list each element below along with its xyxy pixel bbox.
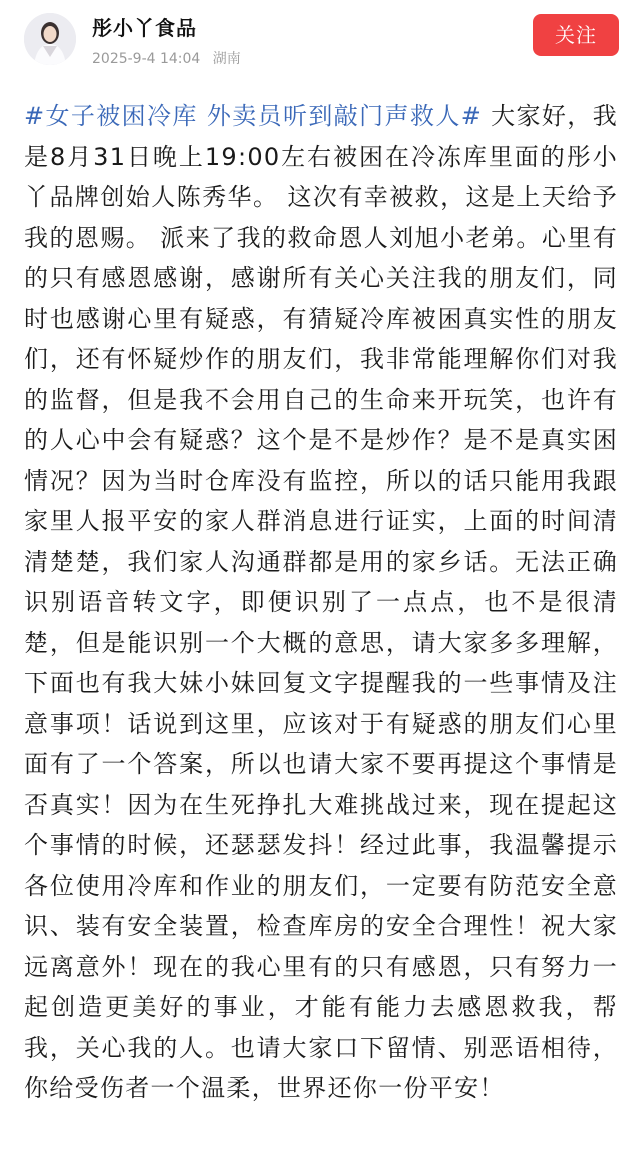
post-header [0, 0, 640, 90]
post-body [24, 96, 618, 1109]
avatar-image [24, 13, 76, 65]
post-text: 大家好，我是8月31日晚上19:00左右被困在冷冻库里面的彤小丫品牌创始人陈秀华。 这次有幸被救，这是上天给予我的恩赐。 派来了我的救命恩人刘旭小老弟。心里有的只有感恩感谢，感谢所有关心关注我的朋友们，同时也感谢心里有疑惑，有猜疑冷库被困真实性的朋友们，还有怀疑炒作的朋友们，我非常能理解你们对我的监督，但是我不会用自己的生命来开玩笑，也许有的人心中会有疑惑？这个是不是炒作？是不是真实困情况？因为当时仓库没有监控，所以的话只能用我跟家里人报平安的家人群消息进行证实，上面的时间清清楚楚，我们家人沟通群都是用的家乡话。无法正确识别语音转文字，即便识别了一点点，也不是很清楚，但是能识别一个大概的意思，请大家多多理解，下面也有我大妹小妹回复文字提醒我的一些事情及注意事项！话说到这里，应该对于有疑惑的朋友们心里面有了一个答案，所以也请大家不要再提这个事情是否真实！因为在生死挣扎大难挑战过来，现在提起这个事情的时候，还瑟瑟发抖！经过此事，我温馨提示各位使用冷库和作业的朋友们，一定要有防范安全意识、装有安全装置，检查库房的安全合理性！祝大家远离意外！现在的我心里有的只有感恩，只有努力一起创造更美好的事业，才能有能力去感恩救我，帮我，关心我的人。也请大家口下留情、别恶语相待，你给受伤者一个温柔，世界还你一份平安！ [24, 102, 618, 1102]
avatar[interactable] [24, 13, 76, 65]
author-name[interactable]: 彤小丫食品 [92, 16, 197, 40]
post-location: 湖南 [212, 51, 241, 67]
hashtag-link[interactable]: #女子被困冷库 外卖员听到敲门声救人# [24, 102, 483, 130]
post-date: 2025-9-4 14:04 [92, 51, 201, 67]
follow-button[interactable]: 关注 [533, 14, 619, 56]
post-meta [92, 49, 249, 69]
